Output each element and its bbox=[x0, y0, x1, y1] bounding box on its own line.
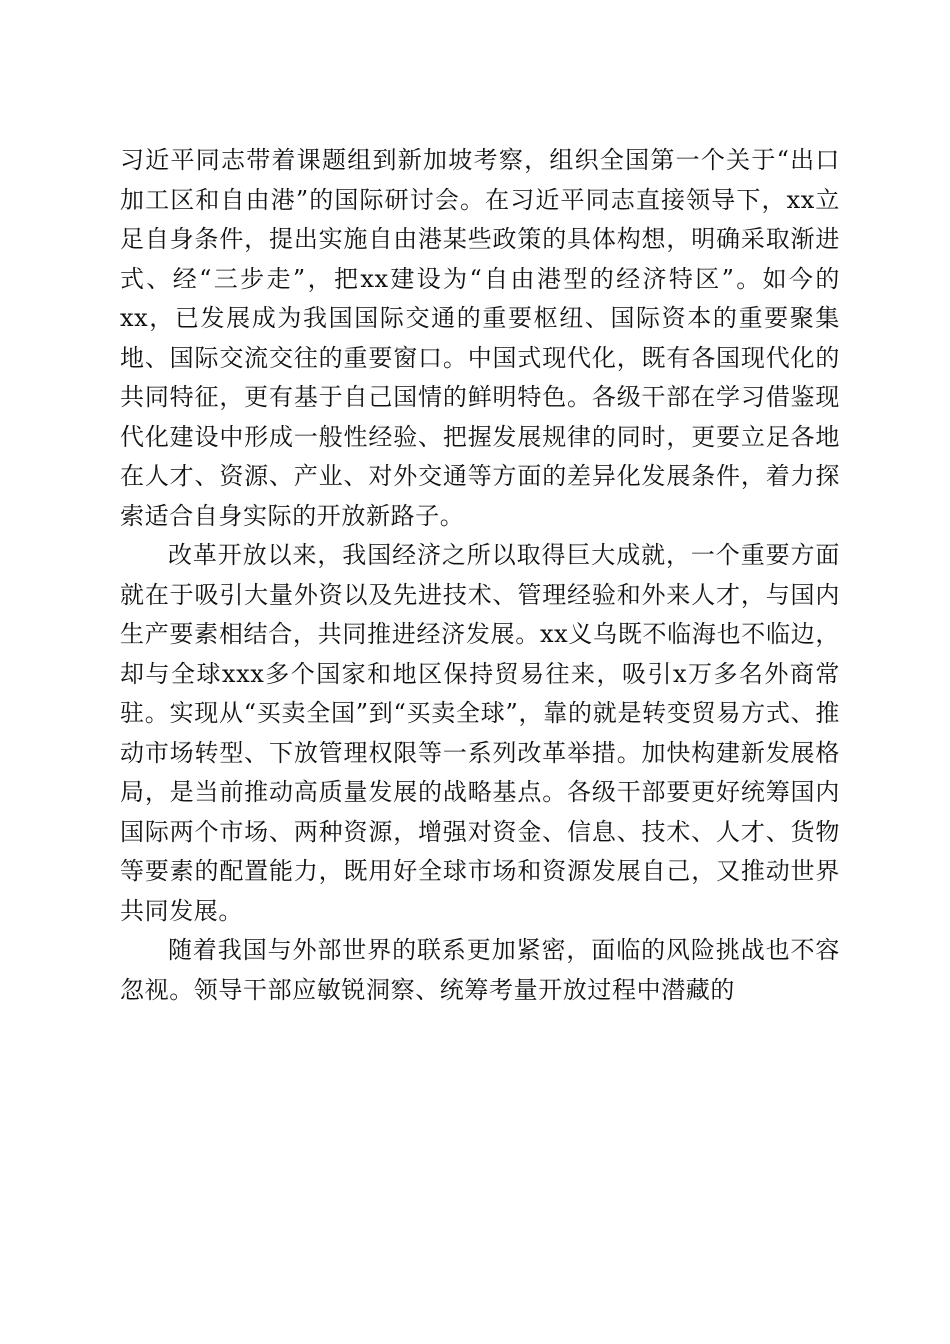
document-body bbox=[120, 141, 840, 1010]
paragraph-reform-opening: 改革开放以来，我国经济之所以取得巨大成就，一个重要方面就在于吸引大量外资以及先进技术、管理经验和外来人才，与国内生产要素相结合，共同推进经济发展。xx义乌既不临海也不临边，却与全球xxx多个国家和地区保持贸易往来，吸引x万多名外商常驻。实现从“买卖全国”到“买卖全球”，靠的就是转变贸易方式、推动市场转型、下放管理权限等一系列改革举措。加快构建新发展格局，是当前推动高质量发展的战略基点。各级干部要更好统筹国内国际两个市场、两种资源，增强对资金、信息、技术、人才、货物等要素的配置能力，既用好全球市场和资源发展自己，又推动世界共同发展。 bbox=[120, 541, 840, 925]
paragraph-continued: 习近平同志带着课题组到新加坡考察，组织全国第一个关于“出口加工区和自由港”的国际研讨会。在习近平同志直接领导下，xx立足自身条件，提出实施自由港某些政策的具体构想，明确采取渐进式、经“三步走”，把xx建设为“自由港型的经济特区”。如今的xx，已发展成为我国国际交通的重要枢纽、国际资本的重要聚集地、国际交流交往的重要窗口。中国式现代化，既有各国现代化的共同特征，更有基于自己国情的鲜明特色。各级干部在学习借鉴现代化建设中形成一般性经验、把握发展规律的同时，更要立足各地在人才、资源、产业、对外交通等方面的差异化发展条件，着力探索适合自身实际的开放新路子。 bbox=[120, 146, 840, 530]
paragraph-risk-challenges: 随着我国与外部世界的联系更加紧密，面临的风险挑战也不容忽视。领导干部应敏锐洞察、统筹考量开放过程中潜藏的 bbox=[120, 936, 840, 1004]
